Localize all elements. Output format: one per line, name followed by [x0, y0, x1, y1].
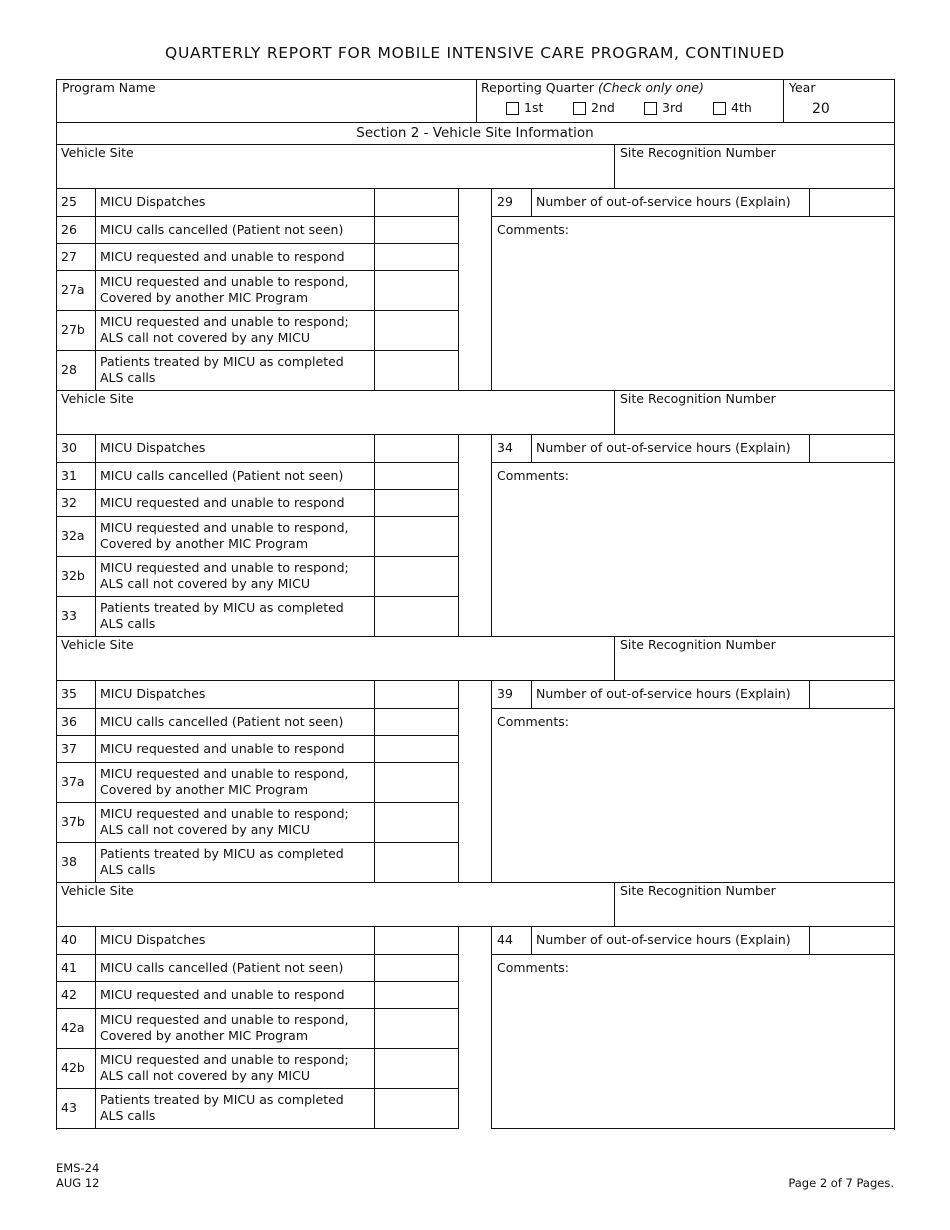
vehicle-site-bottom-rule	[56, 926, 895, 927]
row-label: MICU requested and unable to respond; ALS call not covered by any MICU	[100, 560, 349, 591]
row-value-field[interactable]	[375, 1089, 458, 1128]
comments-field[interactable]	[492, 486, 894, 636]
year-label: Year	[789, 80, 816, 95]
row-label: MICU Dispatches	[100, 194, 206, 209]
vehicle-site-label: Vehicle Site	[61, 637, 134, 652]
header-bottom-rule	[56, 122, 895, 123]
oos-number-rule	[531, 188, 532, 217]
row-value-field[interactable]	[375, 244, 458, 270]
row-number: 28	[61, 362, 77, 377]
row-number: 32b	[61, 568, 85, 583]
oos-hours-field[interactable]	[810, 189, 894, 216]
quarter-3rd-checkbox[interactable]	[644, 102, 657, 115]
row-value-field[interactable]	[375, 271, 458, 310]
row-value-field[interactable]	[375, 490, 458, 516]
row-value-field[interactable]	[375, 435, 458, 462]
row-label: MICU requested and unable to respond	[100, 741, 345, 756]
quarter-1st-checkbox[interactable]	[506, 102, 519, 115]
comments-label: Comments:	[497, 960, 569, 975]
row-label: MICU requested and unable to respond, Covered by another MIC Program	[100, 1012, 349, 1043]
form-right-border	[894, 79, 895, 1130]
row-value-field[interactable]	[375, 557, 458, 596]
vehicle-site-label: Vehicle Site	[61, 145, 134, 160]
row-label: MICU calls cancelled (Patient not seen)	[100, 222, 344, 237]
oos-bottom-rule	[491, 216, 895, 217]
row-label: MICU requested and unable to respond	[100, 495, 345, 510]
row-number: 33	[61, 608, 77, 623]
row-value-field[interactable]	[375, 351, 458, 390]
row-number: 25	[61, 194, 77, 209]
row-value-field[interactable]	[375, 517, 458, 556]
row-number: 27b	[61, 322, 85, 337]
value-column-rule	[458, 434, 459, 637]
row-value-field[interactable]	[375, 736, 458, 762]
row-label: MICU requested and unable to respond, Covered by another MIC Program	[100, 520, 349, 551]
row-value-field[interactable]	[375, 803, 458, 842]
oos-row-number: 39	[497, 686, 513, 701]
quarter-4th-checkbox[interactable]	[713, 102, 726, 115]
vehicle-site-divider	[614, 144, 615, 189]
row-value-field[interactable]	[375, 189, 458, 216]
row-number: 27	[61, 249, 77, 264]
page-info: Page 2 of 7 Pages.	[788, 1176, 894, 1190]
row-value-field[interactable]	[375, 763, 458, 802]
row-label: MICU requested and unable to respond	[100, 987, 345, 1002]
row-number: 32	[61, 495, 77, 510]
oos-label: Number of out-of-service hours (Explain)	[536, 932, 791, 947]
row-label: MICU Dispatches	[100, 932, 206, 947]
number-column-rule	[95, 188, 96, 391]
comments-label: Comments:	[497, 714, 569, 729]
comments-label: Comments:	[497, 222, 569, 237]
row-value-field[interactable]	[375, 1049, 458, 1088]
row-value-field[interactable]	[375, 709, 458, 735]
row-label: MICU requested and unable to respond; ALS call not covered by any MICU	[100, 806, 349, 837]
oos-row-number: 44	[497, 932, 513, 947]
number-column-rule	[95, 926, 96, 1129]
oos-label: Number of out-of-service hours (Explain)	[536, 194, 791, 209]
vehicle-site-bottom-rule	[56, 680, 895, 681]
vehicle-site-divider	[614, 390, 615, 435]
row-label: MICU Dispatches	[100, 686, 206, 701]
comments-field[interactable]	[492, 732, 894, 882]
comments-field[interactable]	[492, 978, 894, 1128]
program-name-label: Program Name	[62, 80, 156, 95]
row-number: 37a	[61, 774, 85, 789]
oos-bottom-rule	[491, 708, 895, 709]
number-column-rule	[95, 680, 96, 883]
oos-number-rule	[531, 434, 532, 463]
row-number: 42b	[61, 1060, 85, 1075]
row-value-field[interactable]	[375, 597, 458, 636]
row-value-field[interactable]	[375, 311, 458, 350]
row-number: 37b	[61, 814, 85, 829]
row-label: Patients treated by MICU as completed ALS calls	[100, 600, 344, 631]
row-label: MICU requested and unable to respond; ALS call not covered by any MICU	[100, 1052, 349, 1083]
row-number: 41	[61, 960, 77, 975]
value-column-rule	[458, 680, 459, 883]
row-label: MICU requested and unable to respond, Covered by another MIC Program	[100, 766, 349, 797]
row-label: Patients treated by MICU as completed ALS calls	[100, 846, 344, 877]
form-date: AUG 12	[56, 1176, 100, 1190]
year-prefix: 20	[812, 101, 830, 117]
header-divider-year	[783, 79, 784, 123]
row-value-field[interactable]	[375, 927, 458, 954]
row-number: 42a	[61, 1020, 85, 1035]
value-column-rule	[458, 188, 459, 391]
comments-label: Comments:	[497, 468, 569, 483]
header-divider-program	[476, 79, 477, 123]
oos-label: Number of out-of-service hours (Explain)	[536, 686, 791, 701]
form-left-border	[56, 79, 57, 1130]
oos-number-rule	[531, 926, 532, 955]
vehicle-site-bottom-rule	[56, 188, 895, 189]
row-label: MICU calls cancelled (Patient not seen)	[100, 468, 344, 483]
row-number: 43	[61, 1100, 77, 1115]
site-recognition-label: Site Recognition Number	[620, 637, 776, 652]
oos-hours-field[interactable]	[810, 927, 894, 954]
row-value-field[interactable]	[375, 217, 458, 243]
row-number: 31	[61, 468, 77, 483]
row-value-field[interactable]	[375, 955, 458, 981]
row-value-field[interactable]	[375, 463, 458, 489]
reporting-quarter-label: Reporting Quarter (Check only one)	[481, 80, 704, 95]
row-label: Patients treated by MICU as completed ALS calls	[100, 354, 344, 385]
site-recognition-label: Site Recognition Number	[620, 391, 776, 406]
section-title: Section 2 - Vehicle Site Information	[356, 125, 594, 141]
vehicle-site-divider	[614, 882, 615, 927]
number-column-rule	[95, 434, 96, 637]
vehicle-site-divider	[614, 636, 615, 681]
row-label: MICU calls cancelled (Patient not seen)	[100, 960, 344, 975]
quarter-1st-label: 1st	[524, 100, 544, 115]
row-number: 36	[61, 714, 77, 729]
form-code: EMS-24	[56, 1161, 100, 1175]
row-number: 40	[61, 932, 77, 947]
row-label: Patients treated by MICU as completed ALS calls	[100, 1092, 344, 1123]
site-recognition-label: Site Recognition Number	[620, 883, 776, 898]
row-number: 27a	[61, 282, 85, 297]
quarter-4th-label: 4th	[731, 100, 752, 115]
row-number: 35	[61, 686, 77, 701]
vehicle-site-label: Vehicle Site	[61, 883, 134, 898]
row-number: 26	[61, 222, 77, 237]
quarter-3rd-label: 3rd	[662, 100, 683, 115]
row-label: MICU calls cancelled (Patient not seen)	[100, 714, 344, 729]
oos-row-number: 29	[497, 194, 513, 209]
row-label: MICU Dispatches	[100, 440, 206, 455]
page-title: QUARTERLY REPORT FOR MOBILE INTENSIVE CARE PROGRAM, CONTINUED	[165, 44, 785, 62]
value-column-rule	[458, 926, 459, 1129]
oos-hours-field[interactable]	[810, 435, 894, 462]
row-label: MICU requested and unable to respond; ALS call not covered by any MICU	[100, 314, 349, 345]
quarter-2nd-checkbox[interactable]	[573, 102, 586, 115]
oos-label: Number of out-of-service hours (Explain)	[536, 440, 791, 455]
row-number: 37	[61, 741, 77, 756]
oos-hours-field[interactable]	[810, 681, 894, 708]
table-row-rule	[56, 1128, 459, 1129]
row-value-field[interactable]	[375, 1009, 458, 1048]
oos-row-number: 34	[497, 440, 513, 455]
row-number: 30	[61, 440, 77, 455]
row-number: 38	[61, 854, 77, 869]
row-value-field[interactable]	[375, 982, 458, 1008]
quarter-2nd-label: 2nd	[591, 100, 615, 115]
oos-bottom-rule	[491, 462, 895, 463]
row-value-field[interactable]	[375, 681, 458, 708]
row-label: MICU requested and unable to respond	[100, 249, 345, 264]
comments-bottom-rule	[491, 1128, 895, 1129]
oos-bottom-rule	[491, 954, 895, 955]
row-label: MICU requested and unable to respond, Covered by another MIC Program	[100, 274, 349, 305]
oos-number-rule	[531, 680, 532, 709]
vehicle-site-label: Vehicle Site	[61, 391, 134, 406]
row-number: 42	[61, 987, 77, 1002]
row-number: 32a	[61, 528, 85, 543]
site-recognition-label: Site Recognition Number	[620, 145, 776, 160]
vehicle-site-bottom-rule	[56, 434, 895, 435]
row-value-field[interactable]	[375, 843, 458, 882]
comments-field[interactable]	[492, 240, 894, 390]
